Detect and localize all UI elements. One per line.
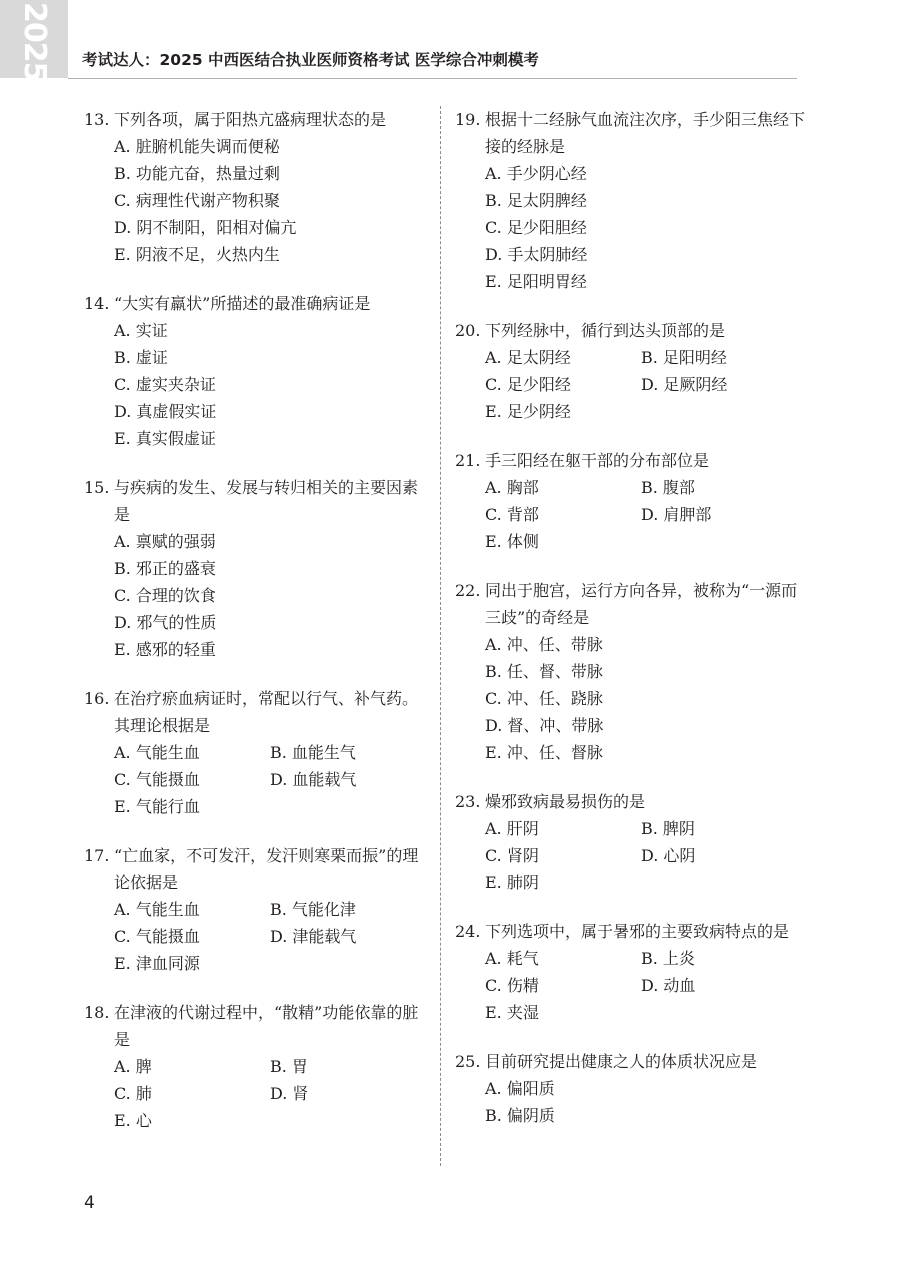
option-b: B. 足太阴脾经 <box>485 191 587 210</box>
right-column <box>455 106 807 1151</box>
option-d: D. 心阴 <box>641 846 696 865</box>
question-stem: 根据十二经脉气血流注次序，手少阳三焦经下接的经脉是 <box>485 110 806 156</box>
question-13 <box>84 106 430 268</box>
question-number: 24. <box>455 922 481 941</box>
question-number: 17. <box>84 846 110 865</box>
option-e: E. 夹湿 <box>485 1003 539 1022</box>
option-a: A. 耗气 <box>485 949 539 968</box>
question-number: 13. <box>84 110 110 129</box>
option-e: E. 感邪的轻重 <box>114 640 216 659</box>
option-a: A. 禀赋的强弱 <box>114 532 216 551</box>
option-e: E. 真实假虚证 <box>114 429 216 448</box>
option-a: A. 足太阴经 <box>485 348 571 367</box>
option-c: C. 肺 <box>114 1084 152 1103</box>
option-d: D. 督、冲、带脉 <box>485 716 604 735</box>
option-b: B. 血能生气 <box>270 743 356 762</box>
option-b: B. 邪正的盛衰 <box>114 559 216 578</box>
option-b: B. 腹部 <box>641 478 695 497</box>
year-tab-label: 2025 <box>17 2 52 82</box>
question-stem: 目前研究提出健康之人的体质状况应是 <box>485 1052 758 1071</box>
question-stem: 同出于胞宫，运行方向各异，被称为“一源而三歧”的奇经是 <box>485 581 798 627</box>
option-d: D. 足厥阴经 <box>641 375 728 394</box>
option-d: D. 邪气的性质 <box>114 613 217 632</box>
question-18 <box>84 999 430 1134</box>
option-d: D. 真虚假实证 <box>114 402 217 421</box>
column-divider <box>440 106 441 1166</box>
option-e: E. 足少阴经 <box>485 402 571 421</box>
option-c: C. 气能摄血 <box>114 927 200 946</box>
option-e: E. 心 <box>114 1111 152 1130</box>
option-c: C. 虚实夹杂证 <box>114 375 216 394</box>
question-17 <box>84 842 430 977</box>
option-b: B. 脾阴 <box>641 819 695 838</box>
option-c: C. 病理性代谢产物积聚 <box>114 191 280 210</box>
question-number: 16. <box>84 689 110 708</box>
option-e: E. 气能行血 <box>114 797 200 816</box>
question-stem: 在治疗瘀血病证时，常配以行气、补气药。其理论根据是 <box>114 689 419 735</box>
option-a: A. 冲、任、带脉 <box>485 635 603 654</box>
question-22 <box>455 577 807 766</box>
question-number: 19. <box>455 110 481 129</box>
question-25 <box>455 1048 807 1129</box>
question-number: 15. <box>84 478 110 497</box>
question-number: 18. <box>84 1003 110 1022</box>
question-20 <box>455 317 807 425</box>
option-b: B. 足阳明经 <box>641 348 727 367</box>
option-c: C. 伤精 <box>485 976 539 995</box>
option-d: D. 血能载气 <box>270 770 357 789</box>
option-e: E. 冲、任、督脉 <box>485 743 603 762</box>
question-number: 14. <box>84 294 110 313</box>
page-number: 4 <box>84 1193 95 1213</box>
option-b: B. 胃 <box>270 1057 308 1076</box>
option-c: C. 足少阳胆经 <box>485 218 587 237</box>
option-b: B. 功能亢奋，热量过剩 <box>114 164 280 183</box>
option-b: B. 任、督、带脉 <box>485 662 603 681</box>
option-d: D. 动血 <box>641 976 696 995</box>
option-b: B. 偏阴质 <box>485 1106 555 1125</box>
option-b: B. 虚证 <box>114 348 168 367</box>
year-tab <box>0 0 68 82</box>
question-21 <box>455 447 807 555</box>
question-stem: 与疾病的发生、发展与转归相关的主要因素是 <box>114 478 419 524</box>
option-c: C. 合理的饮食 <box>114 586 216 605</box>
question-number: 20. <box>455 321 481 340</box>
question-23 <box>455 788 807 896</box>
question-stem: “大实有羸状”所描述的最准确病证是 <box>114 294 371 313</box>
question-stem: 下列选项中，属于暑邪的主要致病特点的是 <box>485 922 790 941</box>
question-stem: 手三阳经在躯干部的分布部位是 <box>485 451 710 470</box>
question-15 <box>84 474 430 663</box>
option-d: D. 津能载气 <box>270 927 357 946</box>
header-rule <box>68 78 797 79</box>
option-b: B. 气能化津 <box>270 900 356 919</box>
question-stem: 下列经脉中，循行到达头顶部的是 <box>485 321 726 340</box>
option-a: A. 实证 <box>114 321 168 340</box>
option-e: E. 肺阴 <box>485 873 539 892</box>
question-number: 23. <box>455 792 481 811</box>
option-a: A. 脏腑机能失调而便秘 <box>114 137 280 156</box>
option-d: D. 肩胛部 <box>641 505 712 524</box>
option-e: E. 津血同源 <box>114 954 200 973</box>
option-a: A. 脾 <box>114 1057 152 1076</box>
question-stem: 燥邪致病最易损伤的是 <box>485 792 646 811</box>
left-column <box>84 106 430 1156</box>
option-c: C. 足少阳经 <box>485 375 571 394</box>
option-a: A. 气能生血 <box>114 743 200 762</box>
question-stem: 在津液的代谢过程中，“散精”功能依靠的脏是 <box>114 1003 419 1049</box>
question-stem: 下列各项，属于阳热亢盛病理状态的是 <box>114 110 387 129</box>
option-d: D. 阴不制阳，阳相对偏亢 <box>114 218 297 237</box>
option-e: E. 阴液不足，火热内生 <box>114 245 280 264</box>
question-number: 25. <box>455 1052 481 1071</box>
option-c: C. 气能摄血 <box>114 770 200 789</box>
running-header-title: 考试达人：2025 中西医结合执业医师资格考试 医学综合冲刺模考 <box>82 51 539 69</box>
question-number: 22. <box>455 581 481 600</box>
question-14 <box>84 290 430 452</box>
question-16 <box>84 685 430 820</box>
option-c: C. 背部 <box>485 505 539 524</box>
option-a: A. 胸部 <box>485 478 539 497</box>
question-stem: “亡血家，不可发汗，发汗则寒栗而振”的理论依据是 <box>114 846 419 892</box>
option-a: A. 手少阴心经 <box>485 164 587 183</box>
option-c: C. 冲、任、跷脉 <box>485 689 603 708</box>
option-a: A. 肝阴 <box>485 819 539 838</box>
question-19 <box>455 106 807 295</box>
question-number: 21. <box>455 451 481 470</box>
option-d: D. 肾 <box>270 1084 309 1103</box>
option-c: C. 肾阴 <box>485 846 539 865</box>
question-24 <box>455 918 807 1026</box>
option-a: A. 气能生血 <box>114 900 200 919</box>
option-e: E. 足阳明胃经 <box>485 272 587 291</box>
option-e: E. 体侧 <box>485 532 539 551</box>
option-b: B. 上炎 <box>641 949 695 968</box>
option-a: A. 偏阳质 <box>485 1079 555 1098</box>
option-d: D. 手太阴肺经 <box>485 245 588 264</box>
